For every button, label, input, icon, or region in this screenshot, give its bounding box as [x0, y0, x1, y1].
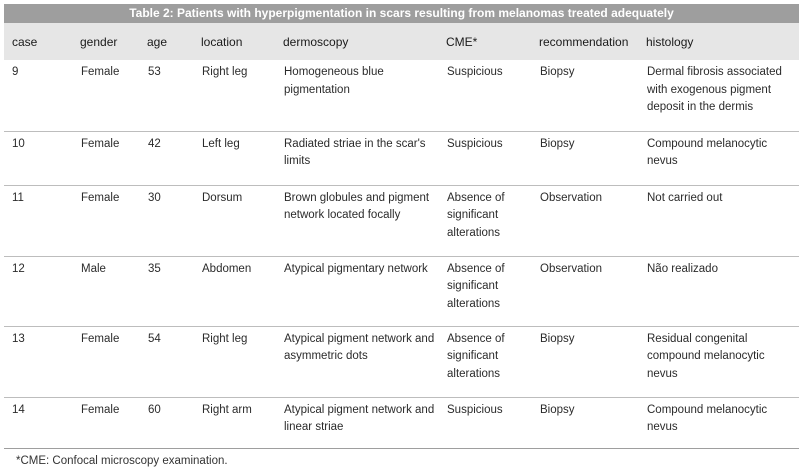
- table-row: [4, 397, 799, 448]
- cell-dermoscopy: Brown globules and pigment network located focally: [284, 191, 430, 221]
- cell-cme: Suspicious: [447, 403, 503, 416]
- cell-histology: Não realizado: [647, 262, 718, 275]
- cell-histology: Compound melanocytic nevus: [647, 403, 768, 433]
- cell-location: Right arm: [202, 403, 252, 416]
- cell-recommendation: Observation: [540, 191, 603, 204]
- cell-location: Right leg: [202, 66, 248, 78]
- cell-case: 14: [12, 403, 25, 416]
- table-body: [4, 60, 799, 448]
- cell-gender: Female: [81, 66, 120, 78]
- table-caption: Table 2: Patients with hyperpigmentation in scars resulting from melanomas treated adequately: [4, 4, 799, 23]
- column-header-gender: gender: [80, 34, 118, 49]
- cell-dermoscopy: Radiated striae in the scar's limits: [284, 137, 426, 167]
- cell-case: 13: [12, 332, 25, 345]
- table-row: [4, 60, 799, 131]
- patients-table-container: [4, 4, 799, 449]
- cell-gender: Female: [81, 191, 120, 204]
- cell-recommendation: Biopsy: [540, 403, 575, 416]
- column-header-age: age: [147, 34, 168, 49]
- column-header-location: location: [201, 34, 243, 49]
- column-header-histology: histology: [646, 34, 694, 49]
- cell-age: 53: [148, 66, 161, 78]
- table-row: [4, 131, 799, 185]
- cell-cme: Suspicious: [447, 137, 503, 150]
- cell-case: 12: [12, 262, 25, 275]
- cell-gender: Female: [81, 403, 120, 416]
- cell-histology: Residual congenital compound melanocytic nevus: [647, 332, 765, 380]
- cell-recommendation: Biopsy: [540, 332, 575, 345]
- cell-location: Right leg: [202, 332, 248, 345]
- cell-gender: Female: [81, 137, 120, 150]
- cell-histology: Dermal fibrosis associated with exogenous pigment deposit in the dermis: [647, 66, 782, 113]
- cell-histology: Not carried out: [647, 191, 723, 204]
- cell-gender: Male: [81, 262, 106, 275]
- cell-gender: Female: [81, 332, 120, 345]
- cell-dermoscopy: Homogeneous blue pigmentation: [284, 66, 384, 96]
- cell-histology: Compound melanocytic nevus: [647, 137, 768, 167]
- header-row: [4, 23, 799, 60]
- cell-dermoscopy: Atypical pigment network and linear striae: [284, 403, 435, 433]
- column-header-cme: CME*: [446, 34, 478, 49]
- cell-location: Abdomen: [202, 262, 252, 275]
- cell-recommendation: Observation: [540, 262, 603, 275]
- table-row: [4, 326, 799, 397]
- table-footnote: *CME: Confocal microscopy examination.: [16, 455, 228, 467]
- cell-age: 30: [148, 191, 161, 204]
- cell-case: 10: [12, 137, 25, 150]
- cell-case: 9: [12, 66, 19, 78]
- cell-cme: Absence of significant alterations: [447, 191, 505, 239]
- cell-recommendation: Biopsy: [540, 66, 575, 78]
- cell-location: Left leg: [202, 137, 240, 150]
- cell-cme: Absence of significant alterations: [447, 332, 505, 380]
- cell-recommendation: Biopsy: [540, 137, 575, 150]
- column-header-case: case: [12, 34, 38, 49]
- cell-age: 35: [148, 262, 161, 275]
- cell-age: 54: [148, 332, 161, 345]
- table-header: [4, 23, 799, 60]
- cell-age: 60: [148, 403, 161, 416]
- table-row: [4, 185, 799, 256]
- cell-cme: Absence of significant alterations: [447, 262, 505, 310]
- cell-case: 11: [12, 191, 24, 204]
- cell-cme: Suspicious: [447, 66, 503, 78]
- cell-location: Dorsum: [202, 191, 243, 204]
- table-row: [4, 256, 799, 326]
- cell-dermoscopy: Atypical pigmentary network: [284, 262, 428, 275]
- cell-age: 42: [148, 137, 161, 150]
- column-header-recommendation: recommendation: [539, 34, 629, 49]
- patients-table: [4, 23, 799, 449]
- column-header-dermoscopy: dermoscopy: [283, 34, 349, 49]
- cell-dermoscopy: Atypical pigment network and asymmetric dots: [284, 332, 435, 362]
